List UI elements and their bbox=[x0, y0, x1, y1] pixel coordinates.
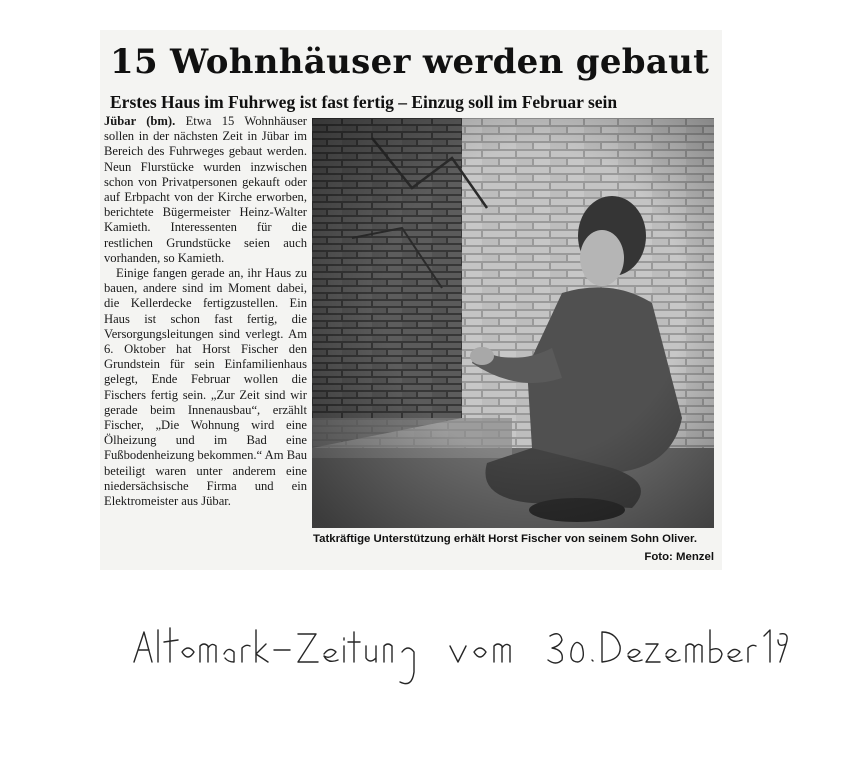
photo-caption: Tatkräftige Unterstützung erhält Horst Fischer von seinem Sohn Oliver. bbox=[313, 533, 697, 545]
dateline: Jübar (bm). bbox=[104, 114, 176, 128]
paragraph-1 bbox=[104, 114, 307, 266]
handwriting-signature bbox=[130, 622, 790, 692]
subheadline: Erstes Haus im Fuhrweg ist fast fertig – Einzug soll im Februar sein bbox=[110, 92, 618, 112]
headline: 15 Wohnhäuser werden gebaut bbox=[110, 42, 710, 82]
photo-illustration bbox=[312, 118, 714, 528]
article-photo bbox=[312, 118, 714, 528]
paragraph-2: Einige fangen gerade an, ihr Haus zu bauen, andere sind im Moment dabei, die Kellerdecke fertigzustellen. Ein Haus ist schon fast fertig, die Versorgungsleitungen sind verlegt. Am 6. Oktober hat Horst Fischer den Grundstein für sein Einfamilienhaus gelegt, Ende Februar wollen die Fischers fertig sein. „Zur Zeit sind wir gerade beim Innenausbau“, erzählt Fischer, „Die Wohnung wird eine Ölheizung und im Bad eine Fußbodenheizung bekommen.“ Am Bau beteiligt waren unter anderem eine niedersächsische Firma und ein Elektromeister aus Jübar. bbox=[104, 266, 307, 509]
paragraph-1-text: Etwa 15 Wohnhäuser sollen in der nächsten Zeit in Jübar im Bereich des Fuhrweges gebaut werden. Neun Flurstücke wurden inzwischen schon von Privatpersonen gekauft oder auf Erbpacht von der Kirche erworben, berichtete Bügermeister Heinz-Walter Kamieth. Interessenten für die restlichen Grundstücke seien auch vorhanden, so Kamieth. bbox=[104, 114, 307, 265]
newspaper-clipping bbox=[100, 30, 722, 570]
photo-credit: Foto: Menzel bbox=[644, 551, 714, 563]
handwritten-note bbox=[130, 622, 790, 692]
article-body bbox=[104, 114, 307, 509]
